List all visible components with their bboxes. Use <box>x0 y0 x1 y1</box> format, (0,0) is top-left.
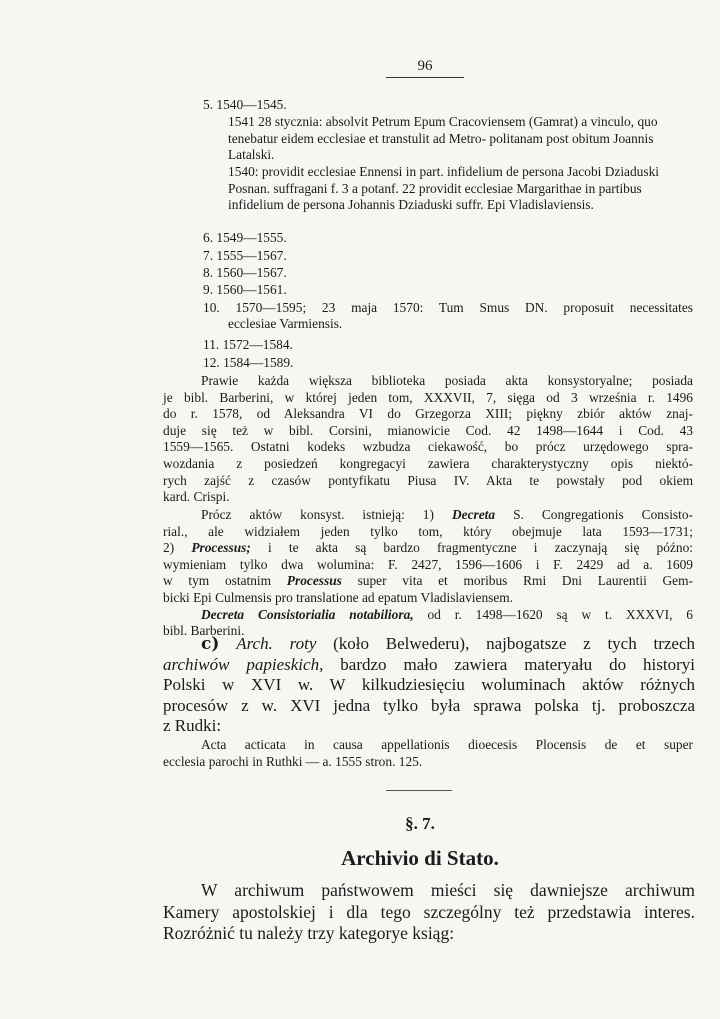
text-line: Prawie każda większa biblioteka posiada akta konsystoryalne; posiada <box>201 373 693 388</box>
text-line: duje się też w bibl. Corsini, mianowicie Cod. 42 1498—1644 i Cod. 43 <box>163 422 693 438</box>
text: bardzo mało zawiera materyału do historyi <box>323 654 695 674</box>
text: Prócz aktów konsyst. istnieją: 1) <box>201 507 452 522</box>
text-line: wymieniam tylko dwa wolumina: F. 2427, 1596—1606 i F. 2429 ad a. 1609 <box>163 556 693 572</box>
paragraph-acta-acticata <box>163 737 693 770</box>
italic-text: Processus <box>286 573 342 589</box>
text-line <box>163 607 693 624</box>
text-line: procesów z w. XVI jedna tylko była sprawa polska tj. proboszcza <box>163 695 695 715</box>
text-line: Polski w XVI w. W kilkudziesięciu woluminach aktów różnych <box>163 675 695 694</box>
text-line <box>163 507 693 524</box>
entry-6: 6. 1549—1555. <box>203 230 287 245</box>
paragraph-consistorial-acts <box>163 373 693 506</box>
italic-text: Processus; <box>191 540 251 556</box>
text-line: z Rudki: <box>163 716 222 735</box>
text-line: Acta acticata in causa appellationis dioecesis Plocensis de et super <box>201 737 693 752</box>
text-line: do r. 1578, od Aleksandra VI do Grzegorza XIII; piękny zbiór aktów znaj- <box>163 406 693 422</box>
text: super vita et moribus Rmi Dni Laurentii Gem- <box>341 573 693 589</box>
text-line <box>163 634 695 655</box>
text-line: je bibl. Barberini, w której jeden tom, XXXVII, 7, sięga od 3 września r. 1496 <box>163 389 693 405</box>
text: 2) <box>163 540 192 556</box>
text-line: rial., ale widziałem jeden tylko tom, który obejmuje lata 1593—1731; <box>163 523 693 539</box>
text-line: bibl. Barberini. <box>163 623 245 639</box>
text-line: 10. 1570—1595; 23 maja 1570: Tum Smus DN. proposuit necessitates <box>203 300 693 315</box>
italic-text: archiwów papieskich, <box>163 654 324 674</box>
text-line: rych zajść z czasów pontyfikatu Piusa IV. Akta te powstały pod okiem <box>163 472 693 488</box>
paragraph-state-archive <box>163 880 695 945</box>
text-line: politanam post obitum Joannis Latalski. <box>228 130 654 163</box>
text: S. Congregationis Consisto- <box>495 507 693 522</box>
text-line: wozdania z posiedzeń kongregacyi zawiera charakterystyczny opis niektó- <box>163 455 693 471</box>
text-line: W archiwum państwowem mieści się dawniejsze archiwum <box>201 880 695 900</box>
entry-8: 8. 1560—1567. <box>203 265 287 280</box>
text: od r. 1498—1620 są w t. XXXVI, 6 <box>413 606 693 622</box>
paragraph-rota-archive <box>163 634 695 737</box>
entry-11: 11. 1572—1584. <box>203 337 293 352</box>
text: w tym ostatnim <box>163 573 287 589</box>
text: (koło Belwederu), najbogatsze z tych trzech <box>316 634 696 653</box>
italic-text: Arch. roty <box>236 634 317 653</box>
entry-5-note-1 <box>228 114 693 164</box>
entry-10 <box>203 300 693 316</box>
text-line: 1540: providit ecclesiae Ennensi in part. infidelium de persona <box>228 164 564 179</box>
entry-12: 12. 1584—1589. <box>203 355 294 370</box>
text-line: bicki Epi Culmensis pro translatione ad epatum Vladislaviensem. <box>163 589 514 605</box>
entry-10-cont: ecclesiae Varmiensis. <box>228 316 343 331</box>
text-line <box>163 655 695 676</box>
italic-text: Decreta Consistorialia notabiliora, <box>201 606 414 622</box>
text-line: kard. Crispi. <box>163 489 230 505</box>
text-line: Kamery apostolskiej i dla tego szczególny też przedstawia interes. <box>163 901 695 922</box>
page-number: 96 <box>386 58 464 78</box>
italic-text: Decreta <box>451 507 496 522</box>
entry-7: 7. 1555—1567. <box>203 248 287 263</box>
divider-rule <box>386 790 452 791</box>
text-line: 1559—1565. Ostatni kodeks wzbudza ciekawość, bo prócz urzędowego spra- <box>163 439 693 455</box>
text-line: a vinculo, quo tenebatur eidem ecclesiae et transtulit ad Metro- <box>228 114 658 146</box>
text-line: Jacobi Dziaduski Posnan. suffragani f. 3 a potanf. 22 providit <box>228 164 660 196</box>
text-line: ecclesiae Margarithae in partibus infidelium de persona Johannis <box>228 180 642 213</box>
entry-9: 9. 1560—1561. <box>203 282 287 297</box>
text-line: Dziaduski suffr. Epi Vladislaviensis. <box>398 197 594 213</box>
text-line <box>163 540 693 557</box>
section-heading: Archivio di Stato. <box>341 846 499 870</box>
section-label: c) <box>201 634 220 654</box>
entry-5: 5. 1540—1545. <box>203 97 287 112</box>
text-line: 1541 28 stycznia: absolvit Petrum Epum Cracoviensem (Gamrat) <box>228 114 578 129</box>
text-line <box>163 573 693 590</box>
section-mark: §. 7. <box>405 814 435 833</box>
entry-5-note-2 <box>228 164 693 214</box>
text-line: Rozróżnić tu należy trzy kategorye ksiąg: <box>163 923 455 943</box>
text-line: ecclesia parochi in Ruthki — a. 1555 stron. 125. <box>163 753 423 769</box>
text: i te akta są bardzo fragmentyczne i zaczynają się późno: <box>250 540 693 556</box>
paragraph-decreta <box>163 507 693 640</box>
